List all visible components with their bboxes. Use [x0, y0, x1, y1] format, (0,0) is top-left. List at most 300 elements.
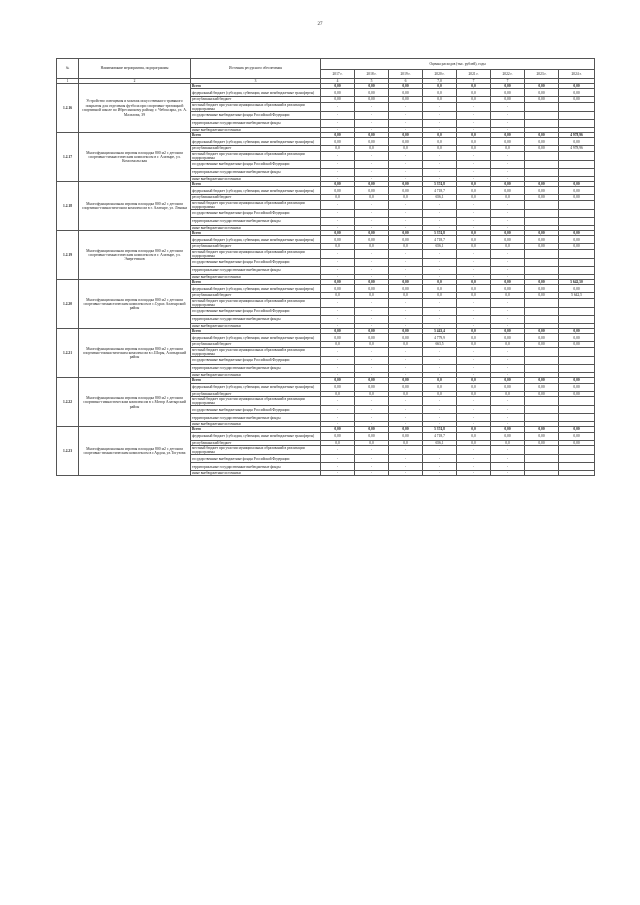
amount-cell: 0,00 [525, 231, 559, 236]
amount-cell: 0,00 [355, 84, 389, 89]
amount-cell: - [355, 316, 389, 324]
amount-cell: - [355, 249, 389, 258]
amount-cell [559, 267, 595, 275]
amount-cell: 0,0 [457, 187, 491, 195]
source-label: Всего [191, 427, 321, 432]
column-index: 6 [389, 79, 423, 84]
amount-cell: 0,0 [423, 383, 457, 391]
amount-cell: - [423, 210, 457, 218]
amount-cell: - [389, 267, 423, 275]
amount-cell: - [457, 161, 491, 169]
amount-cell: 0,00 [559, 329, 595, 334]
amount-cell: - [491, 275, 525, 280]
amount-cell: 0,0 [423, 146, 457, 151]
amount-cell: - [423, 218, 457, 226]
amount-cell: - [355, 396, 389, 405]
amount-cell: - [491, 316, 525, 324]
amount-cell: 0,00 [321, 285, 355, 293]
amount-cell [559, 445, 595, 454]
source-label: государственные внебюджетные фонды Российской Федерации [191, 259, 321, 267]
column-index: 7 [491, 79, 525, 84]
amount-cell: - [355, 308, 389, 316]
amount-cell: 0,00 [491, 432, 525, 440]
amount-cell: - [491, 414, 525, 422]
amount-cell: 0,00 [491, 383, 525, 391]
amount-cell: - [389, 169, 423, 177]
amount-cell: - [355, 347, 389, 356]
amount-cell: 0,0 [321, 293, 355, 298]
amount-cell: 0,0 [457, 84, 491, 89]
amount-cell: 0,00 [389, 285, 423, 293]
amount-cell [559, 347, 595, 356]
amount-cell: - [457, 112, 491, 120]
amount-cell [525, 218, 559, 226]
amount-cell: - [321, 308, 355, 316]
column-index: 7 [457, 79, 491, 84]
source-label: Всего [191, 231, 321, 236]
amount-cell: 0,00 [525, 432, 559, 440]
year-header: 2024 г. [559, 70, 595, 79]
amount-cell: 5 642,5 [559, 293, 595, 298]
source-label: республиканский бюджет [191, 97, 321, 102]
amount-cell: 0,00 [559, 138, 595, 146]
amount-cell: 0,0 [423, 280, 457, 285]
amount-cell [559, 218, 595, 226]
amount-cell: 0,00 [559, 285, 595, 293]
amount-cell [559, 151, 595, 160]
amount-cell: - [457, 308, 491, 316]
amount-cell: 0,00 [355, 383, 389, 391]
amount-cell: - [457, 373, 491, 378]
block-number: 1.2.19 [57, 231, 79, 280]
amount-cell: 0,00 [355, 236, 389, 244]
amount-cell: 4 718,7 [423, 432, 457, 440]
amount-cell: - [321, 102, 355, 111]
amount-cell: - [355, 422, 389, 427]
amount-cell: 4 978,96 [559, 146, 595, 151]
source-label: территориальные государственные внебюджетные фонды [191, 120, 321, 128]
amount-cell [559, 169, 595, 177]
amount-cell: - [389, 249, 423, 258]
amount-cell: - [423, 455, 457, 463]
amount-cell: - [389, 422, 423, 427]
amount-cell: - [389, 151, 423, 160]
amount-cell: - [321, 357, 355, 365]
amount-cell: 0,00 [321, 432, 355, 440]
amount-cell: 0,00 [491, 280, 525, 285]
amount-cell: 0,00 [355, 133, 389, 138]
amount-cell: - [457, 298, 491, 307]
amount-cell: 0,00 [525, 383, 559, 391]
amount-cell: - [491, 128, 525, 133]
amount-cell: 0,00 [389, 280, 423, 285]
amount-cell: 0,00 [321, 187, 355, 195]
amount-cell: - [491, 120, 525, 128]
amount-cell: 0,00 [559, 182, 595, 187]
amount-cell: - [423, 120, 457, 128]
amount-cell: - [423, 249, 457, 258]
amount-cell: - [423, 308, 457, 316]
amount-cell [525, 112, 559, 120]
amount-cell: 0,00 [491, 84, 525, 89]
amount-cell: 0,0 [491, 244, 525, 249]
amount-cell: 0,00 [491, 182, 525, 187]
amount-cell: 0,0 [423, 138, 457, 146]
amount-cell [525, 414, 559, 422]
amount-cell: - [457, 324, 491, 329]
source-label: республиканский бюджет [191, 244, 321, 249]
amount-cell: 0,0 [389, 146, 423, 151]
amount-cell: 0,00 [389, 329, 423, 334]
amount-cell: - [321, 373, 355, 378]
amount-cell: - [457, 249, 491, 258]
amount-cell [559, 365, 595, 373]
amount-cell: 0,00 [389, 133, 423, 138]
amount-cell: 4 718,7 [423, 187, 457, 195]
amount-cell: 0,00 [559, 244, 595, 249]
source-label: местный бюджет при участии муниципальных образований в реализации подпрограммы [191, 249, 321, 258]
amount-cell [559, 259, 595, 267]
amount-cell: 0,00 [321, 383, 355, 391]
source-label: территориальные государственные внебюджетные фонды [191, 316, 321, 324]
amount-cell: 0,0 [457, 236, 491, 244]
amount-cell: 0,0 [457, 195, 491, 200]
amount-cell: - [355, 259, 389, 267]
amount-cell: 0,00 [559, 440, 595, 445]
source-label: местный бюджет при участии муниципальных образований в реализации подпрограммы [191, 298, 321, 307]
header-num: № [57, 59, 79, 79]
amount-cell: 0,00 [321, 378, 355, 383]
amount-cell: - [389, 471, 423, 476]
amount-cell: 0,00 [525, 195, 559, 200]
amount-cell: 0,00 [559, 89, 595, 97]
amount-cell [525, 471, 559, 476]
amount-cell: - [423, 324, 457, 329]
amount-cell: 0,00 [389, 378, 423, 383]
amount-cell: - [457, 267, 491, 275]
amount-cell: 0,0 [457, 97, 491, 102]
amount-cell: 0,0 [457, 138, 491, 146]
amount-cell: - [355, 445, 389, 454]
amount-cell: 0,0 [423, 391, 457, 396]
amount-cell: 0,00 [525, 342, 559, 347]
amount-cell: - [457, 406, 491, 414]
amount-cell: - [457, 200, 491, 209]
amount-cell: 0,00 [491, 378, 525, 383]
amount-cell: - [389, 102, 423, 111]
page-number: 27 [317, 22, 323, 27]
amount-cell: - [355, 128, 389, 133]
amount-cell: 0,0 [457, 378, 491, 383]
amount-cell: - [321, 267, 355, 275]
amount-cell: - [389, 414, 423, 422]
amount-cell: - [321, 414, 355, 422]
amount-cell: - [355, 463, 389, 471]
amount-cell: - [423, 259, 457, 267]
amount-cell: - [423, 471, 457, 476]
amount-cell: - [355, 151, 389, 160]
source-label: государственные внебюджетные фонды Российской Федерации [191, 406, 321, 414]
amount-cell: 0,00 [321, 182, 355, 187]
amount-cell: 0,00 [389, 97, 423, 102]
source-label: федеральный бюджет (субсидии, субвенции, иные межбюджетные трансферты) [191, 89, 321, 97]
amount-cell: 0,00 [321, 236, 355, 244]
amount-cell: 0,00 [321, 133, 355, 138]
amount-cell: - [491, 463, 525, 471]
amount-cell: 0,00 [389, 432, 423, 440]
amount-cell: - [389, 463, 423, 471]
source-label: государственные внебюджетные фонды Российской Федерации [191, 308, 321, 316]
amount-cell: 0,00 [355, 280, 389, 285]
amount-cell: - [355, 406, 389, 414]
amount-cell: 0,00 [321, 231, 355, 236]
amount-cell: 4 978,96 [559, 133, 595, 138]
amount-cell: 0,0 [355, 293, 389, 298]
amount-cell: 0,00 [491, 138, 525, 146]
amount-cell: 0,0 [355, 195, 389, 200]
amount-cell: - [389, 259, 423, 267]
amount-cell: 0,00 [355, 329, 389, 334]
amount-cell: - [355, 471, 389, 476]
amount-cell: 0,0 [457, 89, 491, 97]
amount-cell: 0,00 [525, 280, 559, 285]
amount-cell: - [321, 455, 355, 463]
amount-cell: 0,00 [389, 182, 423, 187]
amount-cell [559, 406, 595, 414]
amount-cell: - [491, 200, 525, 209]
year-header: 2020 г. [423, 70, 457, 79]
amount-cell: 0,00 [559, 383, 595, 391]
source-label: иные внебюджетные источники [191, 226, 321, 231]
source-label: федеральный бюджет (субсидии, субвенции, иные межбюджетные трансферты) [191, 334, 321, 342]
amount-cell: - [389, 347, 423, 356]
amount-cell: 0,00 [321, 89, 355, 97]
amount-cell: - [321, 259, 355, 267]
amount-cell: - [321, 275, 355, 280]
amount-cell: - [491, 365, 525, 373]
amount-cell: - [491, 259, 525, 267]
block-number: 1.2.21 [57, 329, 79, 378]
amount-cell: 0,00 [355, 427, 389, 432]
amount-cell: - [457, 218, 491, 226]
amount-cell: 5 374,8 [423, 427, 457, 432]
amount-cell: - [389, 210, 423, 218]
amount-cell: - [491, 267, 525, 275]
header-name: Наименование мероприятия, подпрограммы [79, 59, 191, 79]
amount-cell [525, 169, 559, 177]
amount-cell: - [423, 357, 457, 365]
amount-cell: - [423, 177, 457, 182]
amount-cell: 0,00 [389, 231, 423, 236]
amount-cell: 0,00 [355, 432, 389, 440]
amount-cell: 0,00 [559, 236, 595, 244]
amount-cell: - [389, 365, 423, 373]
amount-cell: 0,00 [321, 138, 355, 146]
amount-cell: 0,0 [457, 440, 491, 445]
amount-cell: - [491, 373, 525, 378]
amount-cell [525, 249, 559, 258]
amount-cell: - [355, 455, 389, 463]
amount-cell: - [423, 365, 457, 373]
amount-cell: 0,0 [457, 285, 491, 293]
amount-cell [525, 455, 559, 463]
amount-cell: 0,00 [321, 334, 355, 342]
source-label: иные внебюджетные источники [191, 422, 321, 427]
source-label: территориальные государственные внебюджетные фонды [191, 365, 321, 373]
amount-cell [559, 455, 595, 463]
amount-cell: 0,0 [423, 97, 457, 102]
amount-cell: 0,00 [559, 187, 595, 195]
amount-cell: - [423, 102, 457, 111]
amount-cell: - [423, 226, 457, 231]
amount-cell: 0,00 [491, 427, 525, 432]
amount-cell: 0,00 [525, 187, 559, 195]
amount-cell: - [423, 200, 457, 209]
source-label: иные внебюджетные источники [191, 128, 321, 133]
source-label: республиканский бюджет [191, 342, 321, 347]
column-index: 7,0 [423, 79, 457, 84]
amount-cell: 0,00 [491, 97, 525, 102]
amount-cell: - [491, 347, 525, 356]
block-name: Многофункциональная игровая площадка 800 м2 с детским спортивно-гимнастическим комплексом в г. Алатыре, ул. Ленина [79, 182, 191, 231]
amount-cell: 0,0 [389, 342, 423, 347]
year-header: 2021 г. [457, 70, 491, 79]
block-name: Устройство освещения и монтаж искусственного травяного покрытия для отделения футбола при спортивно-зрелищной спортивной школе по Ибресинскому району, г. Чебоксары, ул. А. Мальтова, 39 [79, 84, 191, 133]
amount-cell: - [491, 226, 525, 231]
header-estimate: Оценка расходов (тыс. рублей), годы [321, 59, 595, 70]
amount-cell: 0,00 [355, 334, 389, 342]
amount-cell: - [491, 161, 525, 169]
amount-cell: 0,0 [457, 231, 491, 236]
amount-cell [525, 298, 559, 307]
amount-cell: 0,00 [525, 146, 559, 151]
source-label: Всего [191, 133, 321, 138]
amount-cell: 0,00 [389, 427, 423, 432]
amount-cell: - [355, 226, 389, 231]
amount-cell: - [491, 112, 525, 120]
amount-cell: 0,0 [355, 440, 389, 445]
source-label: местный бюджет при участии муниципальных образований в реализации подпрограммы [191, 347, 321, 356]
amount-cell: - [321, 422, 355, 427]
amount-cell: 0,00 [525, 378, 559, 383]
amount-cell: 0,0 [389, 440, 423, 445]
amount-cell: 0,00 [355, 89, 389, 97]
source-label: местный бюджет при участии муниципальных образований в реализации подпрограммы [191, 151, 321, 160]
amount-cell [525, 102, 559, 111]
amount-cell: 0,0 [321, 440, 355, 445]
amount-cell: - [389, 298, 423, 307]
amount-cell: 0,0 [423, 84, 457, 89]
amount-cell: 0,00 [355, 378, 389, 383]
source-label: Всего [191, 84, 321, 89]
amount-cell: - [355, 200, 389, 209]
source-label: Всего [191, 329, 321, 334]
amount-cell: 656,1 [423, 440, 457, 445]
amount-cell: - [491, 455, 525, 463]
amount-cell: 0,00 [491, 187, 525, 195]
amount-cell: - [423, 275, 457, 280]
amount-cell: 0,0 [457, 244, 491, 249]
amount-cell: - [355, 210, 389, 218]
amount-cell: 0,00 [525, 244, 559, 249]
source-label: местный бюджет при участии муниципальных образований в реализации подпрограммы [191, 396, 321, 405]
amount-cell: 0,0 [423, 285, 457, 293]
amount-cell: - [389, 396, 423, 405]
amount-cell: - [389, 112, 423, 120]
amount-cell [559, 102, 595, 111]
amount-cell: - [491, 471, 525, 476]
amount-cell: - [423, 347, 457, 356]
amount-cell: - [389, 177, 423, 182]
block-name: Многофункциональная игровая площадка 800 м2 с детским спортивно-гимнастическим комплексом в с.Шоры, Алатырский район [79, 329, 191, 378]
amount-cell: - [423, 422, 457, 427]
amount-cell: - [423, 112, 457, 120]
amount-cell: - [389, 226, 423, 231]
amount-cell: 0,00 [559, 342, 595, 347]
amount-cell: 5 642,50 [559, 280, 595, 285]
block-number: 1.2.16 [57, 84, 79, 133]
amount-cell: 5 443,4 [423, 329, 457, 334]
amount-cell: 656,1 [423, 244, 457, 249]
source-label: государственные внебюджетные фонды Российской Федерации [191, 210, 321, 218]
block-number: 1.2.23 [57, 427, 79, 476]
amount-cell: 0,0 [355, 342, 389, 347]
amount-cell [559, 249, 595, 258]
column-index: 5 [355, 79, 389, 84]
amount-cell: 0,00 [491, 236, 525, 244]
amount-cell: 0,00 [355, 231, 389, 236]
amount-cell: 0,00 [559, 427, 595, 432]
amount-cell [525, 365, 559, 373]
amount-cell: 0,0 [457, 182, 491, 187]
amount-cell: 0,00 [491, 329, 525, 334]
amount-cell: - [389, 308, 423, 316]
amount-cell: - [457, 396, 491, 405]
amount-cell: - [457, 463, 491, 471]
amount-cell: 0,0 [457, 329, 491, 334]
block-name: Многофункциональная игровая площадка 800 м2 с детским спортивно-гимнастическим комплексом в с.Сурах Алатырский район [79, 280, 191, 329]
amount-cell: 0,00 [525, 334, 559, 342]
amount-cell: - [457, 151, 491, 160]
column-index: 2 [79, 79, 191, 84]
amount-cell: - [321, 218, 355, 226]
year-header: 2019 г. [389, 70, 423, 79]
amount-cell: 0,00 [491, 334, 525, 342]
amount-cell [559, 308, 595, 316]
amount-cell [525, 210, 559, 218]
amount-cell: 663,5 [423, 342, 457, 347]
amount-cell: 0,00 [389, 89, 423, 97]
amount-cell: 0,00 [321, 329, 355, 334]
amount-cell: - [423, 151, 457, 160]
amount-cell: - [321, 200, 355, 209]
amount-cell: 0,00 [355, 182, 389, 187]
amount-cell: - [423, 406, 457, 414]
amount-cell: 0,00 [559, 378, 595, 383]
amount-cell [525, 120, 559, 128]
amount-cell: - [457, 471, 491, 476]
source-label: республиканский бюджет [191, 440, 321, 445]
amount-cell: 0,0 [423, 89, 457, 97]
amount-cell: - [457, 120, 491, 128]
amount-cell: - [355, 177, 389, 182]
amount-cell [525, 445, 559, 454]
amount-cell: - [389, 445, 423, 454]
amount-cell: 0,00 [559, 84, 595, 89]
amount-cell: - [491, 218, 525, 226]
amount-cell: - [321, 396, 355, 405]
amount-cell: 0,0 [457, 334, 491, 342]
